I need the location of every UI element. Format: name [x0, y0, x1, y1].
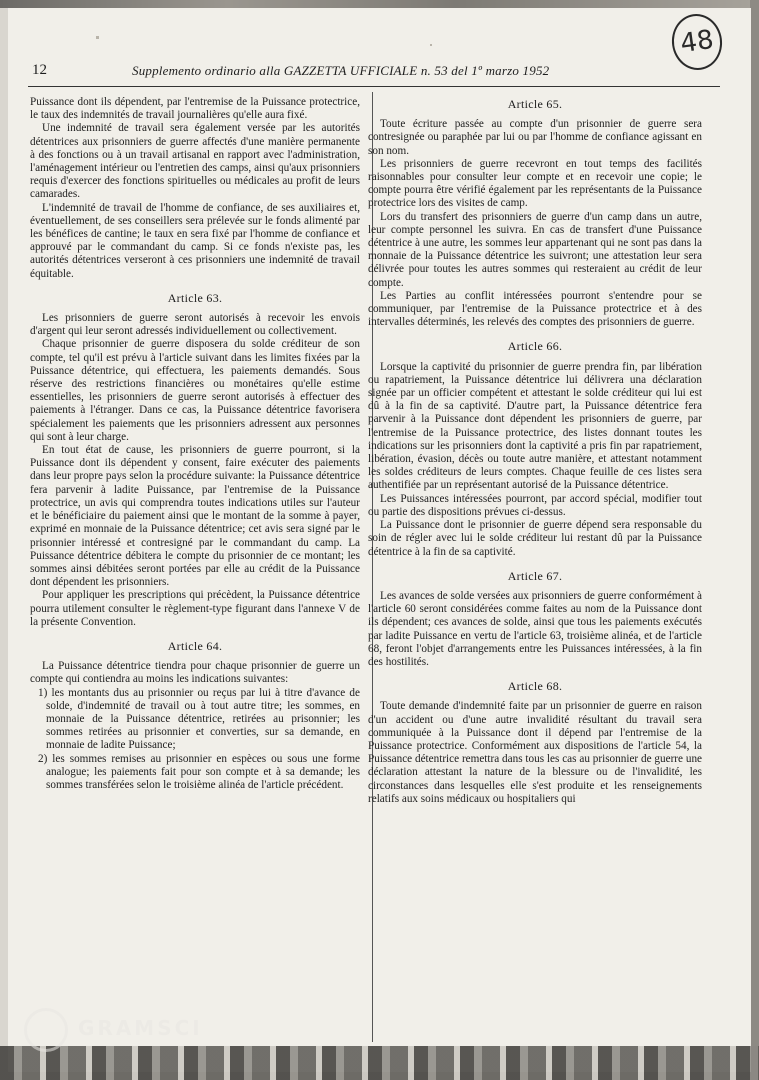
paragraph: En tout état de cause, les prisonniers de guerre pourront, si la Puissance dont ils dépendent y consent, faire exécuter des paiements dans leur propre pays selon la procédure suivante: la Puissance détentrice fera parvenir à ladite Puissance, par l'entremise de la Puissance protectrice, un avis qui comprendra toutes indications utiles sur l'auteur et le bénéficiaire du paiement ainsi que le montant de la somme à payer, exprimé en monnaie de la Puissance détentrice; cet avis sera signé par le prisonnier intéressé et contresigné par le commandant du camp. La Puissance détentrice débitera le compte du prisonnier de ce montant; les sommes ainsi débitées seront portées par elle au crédit de la Puissance dont dépendent les prisonniers. — [30, 444, 360, 589]
list-item: 2) les sommes remises au prisonnier en espèces ou sous une forme analogue; les paiements fait pour son compte et à sa demande; les sommes transférées selon le troisième alinéa de l'article précédent. — [38, 752, 360, 791]
right-column — [368, 96, 702, 806]
paragraph: Chaque prisonnier de guerre disposera du solde créditeur de son compte, tel qu'il est prévu à l'article suivant dans les limites fixées par la Puissance détentrice, qui effectuera, les paiements demandés. Sous réserve des restrictions financières ou monétaires qu'elle estime essentielles, les prisonniers de guerre seront autorisés à effectuer des paiements à l'étranger. Dans ce cas, la Puissance détentrice favorisera spécialement les paiements que les prisonniers adressent aux personnes qui sont à leur charge. — [30, 338, 360, 443]
article-65-heading: Article 65. — [507, 97, 563, 111]
paragraph: Les prisonniers de guerre seront autorisés à recevoir les envois d'argent qui leur seront adressés individuellement ou collectivement. — [30, 312, 360, 338]
paragraph: L'indemnité de travail de l'homme de confiance, de ses auxiliaires et, éventuellement, de ses conseillers sera prélevée sur le fonds alimenté par les bénéfices de cantine; le taux en sera fixé par l'homme de confiance et approuvé par le commandant du camp. Si ce fonds n'existe pas, les autorités détentrices verseront à ces prisonniers une indemnité de travail équitable. — [30, 201, 360, 280]
folio-number: 48 — [668, 11, 725, 73]
scan-bottom-edge — [0, 1046, 759, 1080]
gazette-title: Supplemento ordinario alla GAZZETTA UFFICIALE n. 53 del 1º marzo 1952 — [132, 63, 550, 78]
article-66-heading: Article 66. — [507, 339, 563, 354]
paragraph: Une indemnité de travail sera également versée par les autorités détentrices aux prisonniers de guerre affectés d'une manière permanente à des fonctions ou à un travail artisanal en rapport avec l'administration, l'aménagement intérieur ou l'entretien des camps, ainsi qu'aux prisonniers requis d'exercer des fonctions spirituelles ou médicales au profit de leurs camarades. — [30, 122, 360, 201]
article-67-heading: Article 67. — [507, 568, 563, 583]
page-number: 12 — [32, 62, 47, 78]
scan-speck — [96, 36, 99, 39]
scan-top-edge — [0, 0, 759, 8]
paragraph: La Puissance dont le prisonnier de guerre dépend sera responsable du soin de régler avec lui le solde créditeur lui restant dû par la Puissance détentrice à la fin de sa captivité. — [368, 519, 702, 558]
scan-speck — [430, 44, 432, 46]
article-63-heading: Article 63. — [167, 290, 223, 305]
paragraph: Les Puissances intéressées pourront, par accord spécial, modifier tout ou partie des dispositions prévues ci-dessus. — [368, 492, 702, 518]
paragraph: Lorsque la captivité du prisonnier de guerre prendra fin, par libération ou rapatriement, la Puissance détentrice lui délivrera una déclaration signée par un officier compétent et attestant le solde créditeur qui lui est dû à la fin de sa captivité. D'autre part, la Puissance détentrice fera parvenir à la Puissance dont dépendent les prisonniers de guerre, par l'entremise de la Puissance protectrice, des listes donnant toutes les indications sur les prisonniers dont la captivité a pris fin par rapatriement, libération, évasion, décès ou toute autre manière, et attestant notamment les soldes créditeurs de leurs comptes. Chaque feuille de ces listes sera authentifiée par un représentant autorisé de la Puissance détentrice. — [368, 360, 702, 492]
scan-right-edge — [750, 0, 759, 1080]
paragraph: Les avances de solde versées aux prisonniers de guerre conformément à l'article 60 seront considérées comme faites au nom de la Puissance dont ils dépendent; ces avances de solde, ainsi que tous les paiements exécutés par ladite Puissance en vertu de l'article 63, troisième alinéa, et de l'article 68, feront l'objet d'arrangements entre les Puissances intéressées, à la fin des hostilités. — [368, 589, 702, 668]
paragraph: Lors du transfert des prisonniers de guerre d'un camp dans un autre, leur compte personnel les suivra. En cas de transfert d'une Puissance détentrice à une autre, les sommes leur appartenant qui ne sont pas dans la monnaie de la Puissance détentrice les suivront; une attestation leur sera délivrée pour toutes les autres sommes qui resteraient au crédit de leur compte. — [368, 210, 702, 289]
header-rule — [28, 86, 720, 87]
paragraph: Les prisonniers de guerre recevront en tout temps des facilités raisonnables pour consulter leur compte et en recevoir une copie; le compte pourra être vérifié également par les représentants de la Puissance protectrice lors des visites de camp. — [368, 157, 702, 210]
archive-watermark: GRAMSCI — [24, 1006, 224, 1050]
paragraph: Toute demande d'indemnité faite par un prisonnier de guerre en raison d'un accident ou d'une autre invalidité résultant du travail sera communiquée à la Puissance dont il dépend par l'entremise de la Puissance protectrice. Conformément aux dispositions de l'article 54, la Puissance détentrice remettra dans tous les cas au prisonnier de guerre une déclaration attestant la nature de la blessure ou de l'invalidité, les circonstances dans lesquelles elle s'est produite et les renseignements relatifs aux soins médicaux ou hospitaliers qui — [368, 700, 702, 805]
paragraph: Puissance dont ils dépendent, par l'entremise de la Puissance protectrice, le taux des indemnités de travail journalières qu'elle aura fixé. — [30, 96, 360, 122]
paragraph: Les Parties au conflit intéressées pourront s'entendre pour se communiquer, par l'entremise de la Puissance protectrice et à des intervalles déterminés, les relevés des comptes des prisonniers de guerre. — [368, 289, 702, 329]
list-item: 1) les montants dus au prisonnier ou reçus par lui à titre d'avance de solde, d'indemnité de travail ou à tout autre titre; les sommes, en monnaie de la Puissance détentrice, retirées au prisonnier; les sommes retirées au prisonnier et converties, sur sa demande, en monnaie de ladite Puissance; — [38, 686, 360, 752]
article-68-heading: Article 68. — [507, 679, 563, 694]
article-64-heading: Article 64. — [167, 638, 223, 653]
paragraph: Pour appliquer les prescriptions qui précèdent, la Puissance détentrice pourra utilement consulter le règlement-type figurant dans l'annexe V de la présente Convention. — [30, 589, 360, 628]
page-header — [32, 62, 722, 82]
paragraph: La Puissance détentrice tiendra pour chaque prisonnier de guerre un compte qui contiendra au moins les indications suivantes: — [30, 660, 360, 686]
left-column — [30, 96, 360, 792]
paragraph: Toute écriture passée au compte d'un prisonnier de guerre sera contresignée ou paraphée par lui ou par l'homme de confiance agissant en son nom. — [368, 118, 702, 157]
